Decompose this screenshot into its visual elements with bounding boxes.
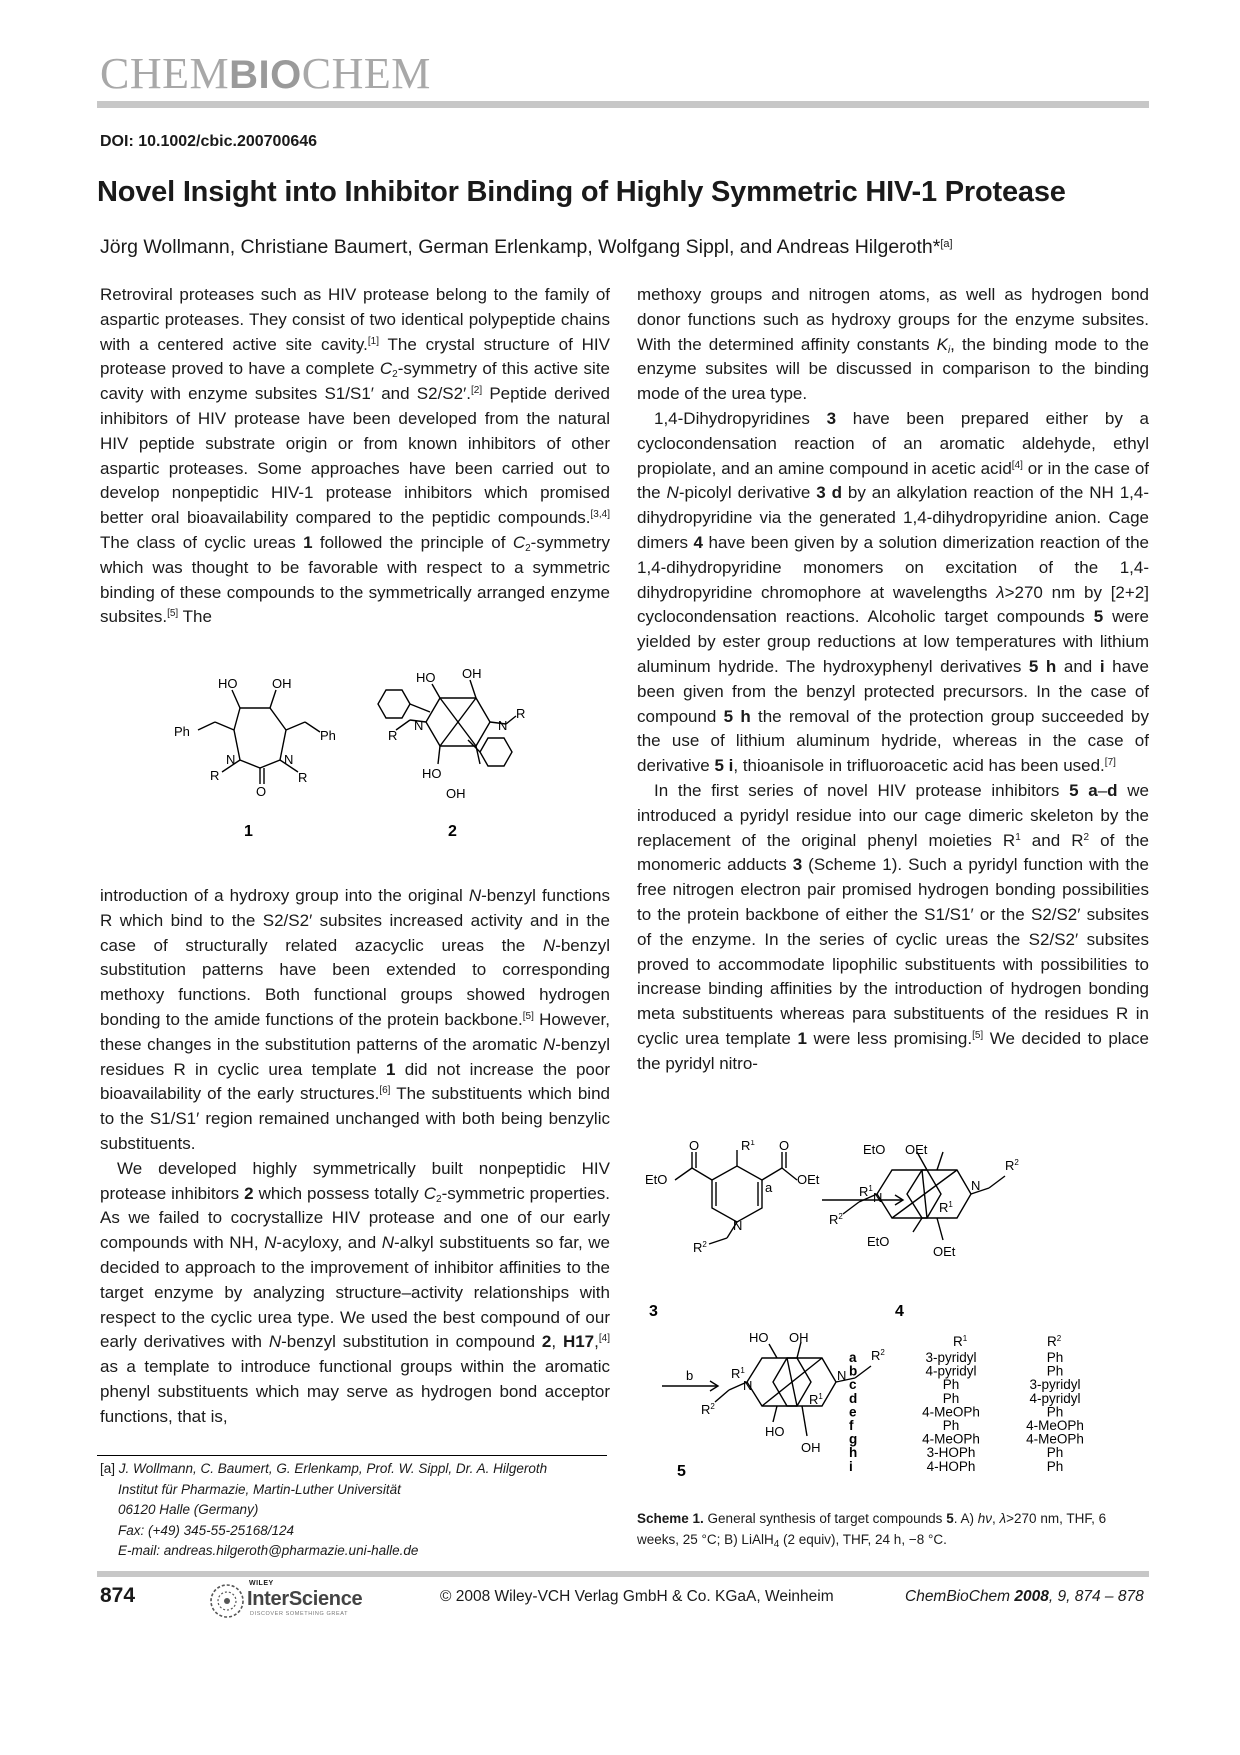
atom-label: 1 [868, 1184, 873, 1193]
atom-label: R [298, 770, 308, 785]
table-cell-r1: Ph [942, 1377, 960, 1393]
footnote-rule [97, 1455, 607, 1456]
article-title: Novel Insight into Inhibitor Binding of Highly Symmetric HIV-1 Protease [97, 176, 1066, 208]
paragraph: methoxy groups and nitrogen atoms, as well as hydrogen bond donor functions such as hydroxy groups for the enzyme subsites. With the determined affinity constants $K_i$, the binding mode to the enzyme subsites will be discussed in comparison to the binding mode of the urea type. [637, 285, 1150, 404]
table-cell-r1: Ph [942, 1418, 960, 1433]
publisher-small-logo: WILEY [249, 1580, 274, 1587]
atom-label: R [701, 1402, 711, 1417]
atom-label: Ph [174, 724, 190, 739]
publisher-logo: InterScience [247, 1588, 363, 1610]
table-header: 2 [1056, 1334, 1062, 1343]
table-row-key: c [849, 1377, 857, 1393]
atom-label: 1 [818, 1392, 823, 1401]
body-text-left-top [100, 283, 610, 630]
atom-label: O [689, 1140, 700, 1153]
svg-text:R2 [829, 1212, 843, 1227]
copyright: © 2008 Wiley-VCH Verlag GmbH & Co. KGaA, Weinheim [440, 1588, 834, 1605]
paragraph: introduction of a hydroxy group into the original N-benzyl functions R which bind to the S2/S2′ subsites increased activity and in the case of structurally related azacyclic ureas the N-benzyl substitution patterns have been extended to corresponding methoxy functions. Both functional groups showed hydrogen bonding to the amide functions of the protein backbone.[5] However, these changes in the substitution patterns of the aromatic N-benzyl residues R in cyclic urea template 1 did not increase the poor bioavailability of the early structures.[6] The substituents which bind to the S1/S1′ region remained unchanged with both being benzylic substituents. [100, 886, 611, 1153]
atom-label: R [388, 728, 398, 743]
atom-label: N [971, 1178, 981, 1193]
atom-label: EtO [863, 1142, 886, 1157]
atom-label: R [741, 1140, 751, 1153]
atom-label: HO [749, 1330, 769, 1345]
scheme-caption: Scheme 1. General synthesis of target compounds 5. A) hν, λ>270 nm, THF, 6 weeks, 25 °C; B) LiAlH$_4$ (2 equiv), THF, 24 h, −8 °C. [637, 1511, 1107, 1550]
footer-rule [97, 1571, 1149, 1577]
table-row-key: d [849, 1390, 858, 1406]
compound-label-1: 1 [244, 823, 253, 840]
atom-label: HO [416, 670, 436, 685]
table-row-key: e [849, 1404, 857, 1420]
publisher-tagline: DISCOVER SOMETHING GREAT [250, 1611, 349, 1617]
footnote-line: E-mail: andreas.hilgeroth@pharmazie.uni-halle.de [118, 1543, 419, 1558]
table-cell-r2: Ph [1046, 1445, 1064, 1461]
table-cell-r1: 3-HOPh [926, 1445, 976, 1461]
table-cell-r1: 4-pyridyl [925, 1363, 977, 1379]
compound-label-4: 4 [895, 1303, 904, 1320]
affiliation-footnote [100, 1459, 610, 1562]
table-cell-r1: 4-MeOPh [922, 1431, 980, 1447]
atom-label: N [226, 752, 236, 767]
table-cell-r2: Ph [1046, 1404, 1064, 1420]
atom-label: 2 [880, 1348, 885, 1357]
atom-label: N [284, 752, 294, 767]
citation: ChemBioChem 2008, 9, 874 – 878 [905, 1588, 1144, 1605]
table-cell-r2: 4-pyridyl [1029, 1390, 1081, 1406]
table-header: 1 [962, 1334, 968, 1343]
table-row-key: a [849, 1350, 857, 1365]
atom-label: R [731, 1366, 741, 1381]
atom-label: N [743, 1378, 753, 1393]
atom-label: HO [765, 1424, 785, 1439]
atom-label: R [809, 1392, 819, 1407]
svg-text:R1 [953, 1334, 968, 1349]
step-label-b: b [686, 1368, 694, 1383]
atom-label: OH [446, 786, 466, 801]
footnote-line: 06120 Halle (Germany) [118, 1502, 259, 1517]
atom-label: 2 [702, 1240, 707, 1249]
table-cell-r1: 4-HOPh [926, 1458, 976, 1474]
atom-label: O [256, 784, 267, 799]
table-row-key: h [849, 1445, 858, 1461]
paragraph: We developed highly symmetrically built nonpeptidic HIV protease inhibitors 2 which possess totally $C_2$-symmetric properties. As we failed to cocrystallize HIV protease and one of our early compounds with NH, N-acyloxy, and N-alkyl substituents so far, we decided to approach to the improvement of inhibitor affinities to the target enzyme by analyzing structure–activity relationships with respect to the cyclic urea type. We used the best compound of our early derivatives with N-benzyl substitution in compound 2, H17,[4] as a template to introduce functional groups within the aromatic phenyl substituents which may serve as hydrogen bond acceptor functions, that is, [100, 1158, 611, 1426]
atom-label: OH [789, 1330, 809, 1345]
table-row-key: f [849, 1418, 854, 1433]
doi: DOI: 10.1002/cbic.200700646 [100, 133, 318, 150]
footnote-line: Fax: (+49) 345-55-25168/124 [118, 1522, 294, 1538]
body-text-left-bottom [100, 884, 610, 1430]
globe-icon [208, 1582, 246, 1620]
svg-text:R1 [809, 1392, 823, 1407]
atom-label: O [779, 1140, 790, 1153]
paragraph: 1,4-Dihydropyridines 3 have been prepared either by a cyclocondensation reaction of an aromatic aldehyde, ethyl propiolate, and an amine compound in acetic acid[4] or in the case of the N-picolyl derivative 3 d by an alkylation reaction of the NH 1,4-dihydropyridine via the generated 1,4-dihydropyridine anion. Cage dimers 4 have been given by a solution dimerization reaction of the 1,4-dihydropyridine monomers on excitation of the 1,4-dihydropyridine chromophore at wavelengths λ>270 nm by [2+2] cyclocondensation reactions. Alcoholic target compounds 5 were yielded by ester group reductions at low temperatures with lithium aluminum hydride. The hydroxyphenyl derivatives 5 h and i have been given from the benzyl protected precursors. In the case of compound 5 h the removal of the protection group succeeded by the use of lithium aluminum hydride, whereas in the case of derivative 5 i, thioanisole in trifluoroacetic acid has been used.[7] [637, 408, 1150, 776]
atom-label: R [1005, 1158, 1015, 1173]
atom-label: R [939, 1200, 949, 1215]
header-rule [97, 101, 1149, 108]
paragraph: In the first series of novel HIV protease inhibitors 5 a–d we introduced a pyridyl residue into our cage dimeric skeleton by the replacement of the original phenyl moieties $R^1$ and $R^2$ of the monomeric adducts 3 (Scheme 1). Such a pyridyl function with the free nitrogen electron pair promised hydrogen bonding possibilities to the protein backbone of either the S1/S1′ or the S2/S2′ subsites of the enzyme. In the series of cyclic ureas the S2/S2′ subsites proved to accommodate lipophilic substituents with possibilities to increase binding affinities by the introduction of hydrogen bonding meta substituents whereas para substituents of the residues R in cyclic urea template 1 were less promising.[5] We decided to place the pyridyl nitro- [637, 780, 1150, 1073]
table-cell-r2: 4-MeOPh [1026, 1418, 1084, 1433]
atom-label: N [733, 1218, 743, 1233]
atom-label: N [837, 1368, 847, 1383]
atom-label: 2 [710, 1402, 715, 1411]
atom-label: R [516, 706, 526, 721]
atom-label: EtO [867, 1234, 890, 1249]
atom-label: N [414, 718, 424, 733]
atom-label: OEt [933, 1244, 956, 1259]
table-row-key: i [849, 1458, 853, 1474]
table-cell-r2: Ph [1046, 1458, 1064, 1474]
atom-label: R [693, 1240, 703, 1255]
compound-label-2: 2 [448, 823, 457, 840]
figure-structures-1-2 [160, 660, 580, 840]
atom-label: N [498, 718, 508, 733]
table-cell-r1: 4-MeOPh [922, 1404, 980, 1420]
compound-label-3: 3 [649, 1303, 658, 1320]
atom-label: OEt [797, 1172, 820, 1187]
atom-label: 2 [838, 1212, 843, 1221]
atom-label: R [859, 1184, 869, 1199]
table-cell-r2: Ph [1046, 1350, 1064, 1365]
table-cell-r2: Ph [1046, 1363, 1064, 1379]
svg-text:R2 [693, 1240, 707, 1255]
atom-label: 2 [1014, 1158, 1019, 1167]
footnote-line: Institut für Pharmazie, Martin-Luther Universität [118, 1481, 401, 1497]
page-number: 874 [100, 1584, 136, 1607]
svg-text:R1 [939, 1200, 953, 1215]
atom-label: 1 [948, 1200, 953, 1209]
atom-label: R [871, 1348, 881, 1363]
atom-label: OEt [905, 1142, 928, 1157]
svg-text:R2 [1005, 1158, 1019, 1173]
table-cell-r2: 3-pyridyl [1029, 1377, 1081, 1393]
table-header: R [953, 1334, 963, 1349]
step-label-a: a [765, 1180, 773, 1195]
table-cell-r1: Ph [942, 1390, 960, 1406]
footnote-line: J. Wollmann, C. Baumert, G. Erlenkamp, Prof. W. Sippl, Dr. A. Hilgeroth [118, 1461, 548, 1476]
footnote-mark: [a] [100, 1461, 116, 1476]
atom-label: R [210, 768, 220, 783]
table-cell-r1: 3-pyridyl [925, 1350, 977, 1365]
atom-label: 1 [740, 1366, 745, 1375]
table-header: R [1047, 1334, 1057, 1349]
paragraph: Retroviral proteases such as HIV protease belong to the family of aspartic proteases. They consist of two identical polypeptide chains with a centered active site cavity.[1] The crystal structure of HIV protease proved to have a complete $C_2$-symmetry of this active site cavity with enzyme subsites S1/S1′ and S2/S2′.[2] Peptide derived inhibitors of HIV protease have been developed from the natural HIV peptide substrate origin or from known inhibitors of other aspartic proteases. Some approaches have been carried out to develop nonpeptidic HIV-1 protease inhibitors which promised better oral bioavailability compared to the peptidic compounds.[3,4] The class of cyclic ureas 1 followed the principle of $C_2$-symmetry which was thought to be favorable with respect to a symmetric binding of these compounds to the symmetrically arranged enzyme subsites.[5] The [100, 285, 610, 627]
svg-text:R2 [1047, 1334, 1062, 1349]
table-row-key: g [849, 1431, 858, 1447]
svg-text:R2 [871, 1348, 885, 1363]
atom-label: R [829, 1212, 839, 1227]
atom-label: HO [422, 766, 442, 781]
body-text-right [637, 283, 1149, 1077]
compound-label-5: 5 [677, 1463, 686, 1480]
atom-label: OH [801, 1440, 821, 1455]
atom-label: N [873, 1190, 883, 1205]
table-row-key: b [849, 1363, 858, 1379]
journal-logo: CHEMBIOCHEM [100, 49, 431, 98]
svg-text:R1 [741, 1140, 755, 1153]
atom-label: OH [462, 666, 482, 681]
atom-label: 1 [750, 1140, 755, 1147]
table-cell-r2: 4-MeOPh [1026, 1431, 1084, 1447]
svg-text:R2 [701, 1402, 715, 1417]
atom-label: Ph [320, 728, 336, 743]
atom-label: OH [272, 676, 292, 691]
atom-label: EtO [645, 1172, 668, 1187]
scheme-1 [637, 1140, 1157, 1505]
atom-label: HO [218, 676, 238, 691]
author-list: Jörg Wollmann, Christiane Baumert, German Erlenkamp, Wolfgang Sippl, and Andreas Hilgeroth*[a] [100, 236, 953, 258]
